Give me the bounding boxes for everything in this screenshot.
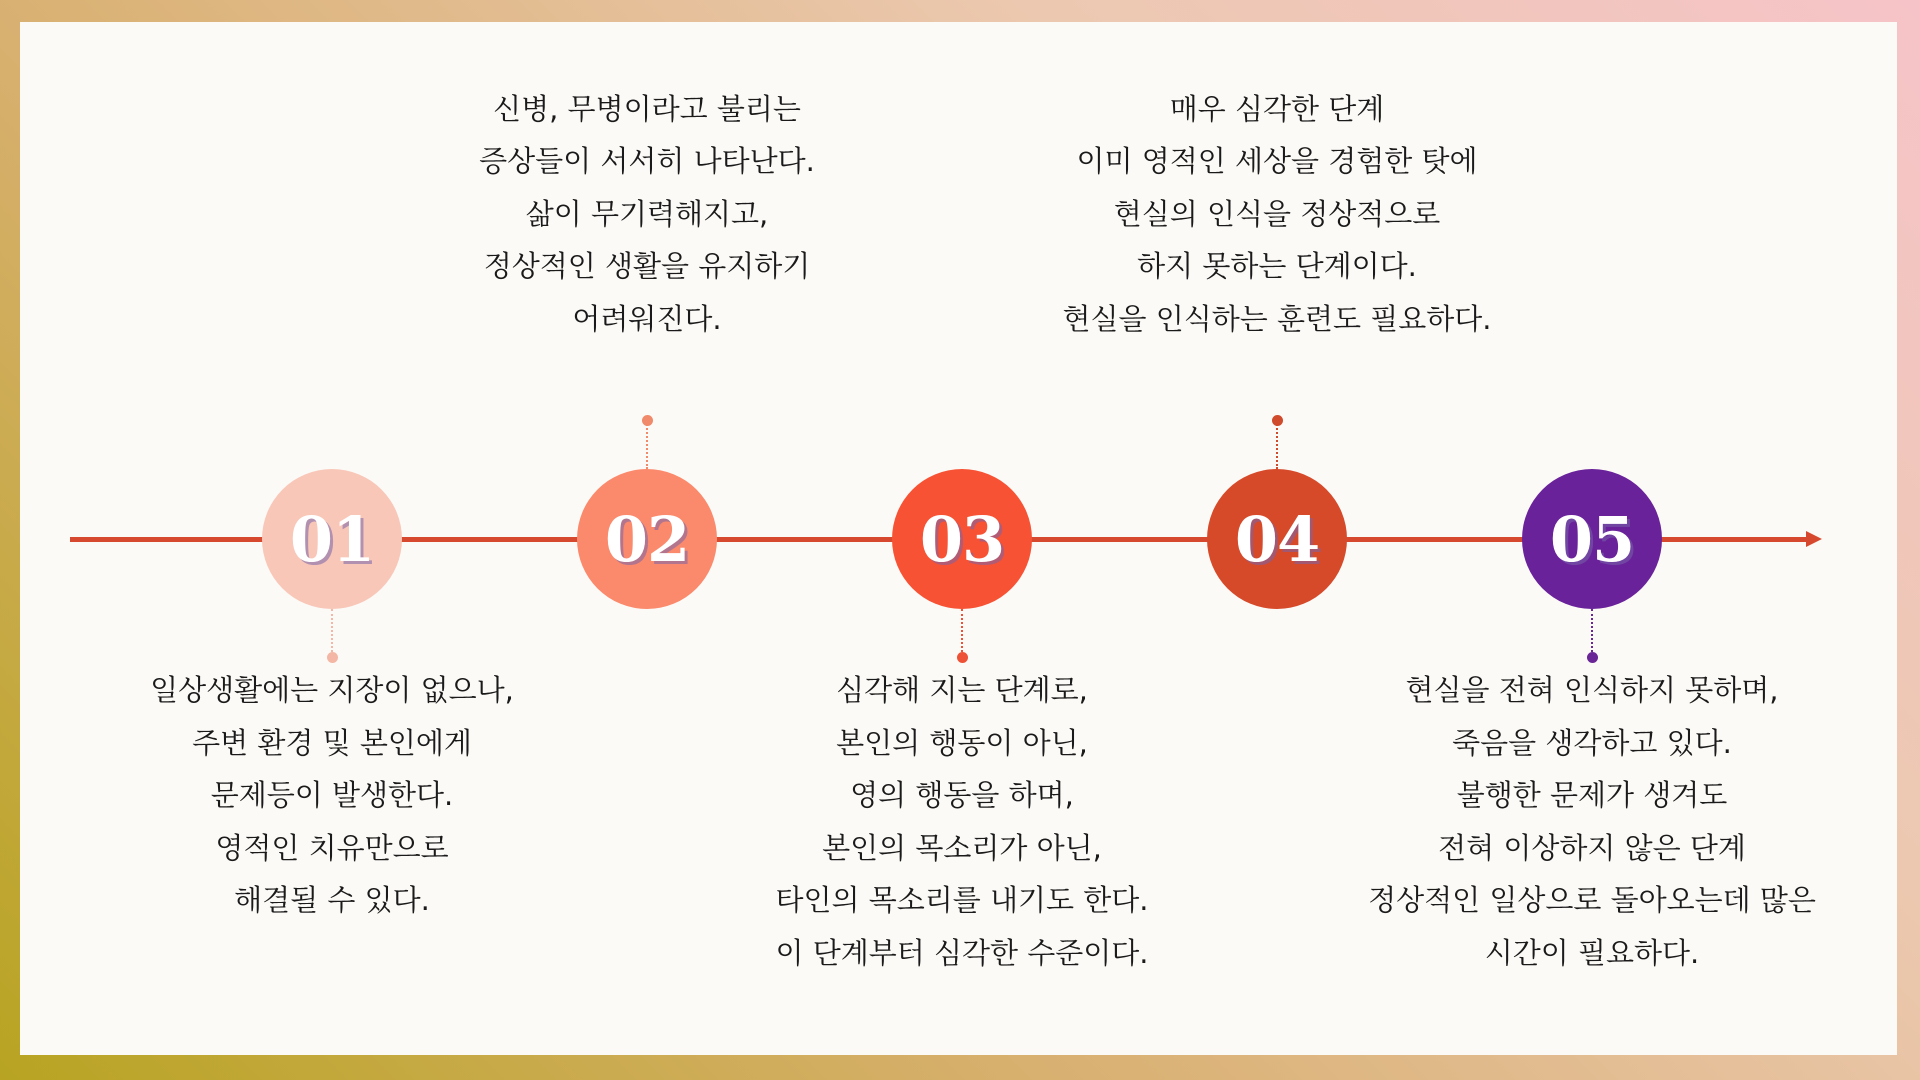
- step-01-line: 문제등이 발생한다.: [210, 778, 454, 812]
- step-03-circle: [892, 469, 1032, 609]
- step-02-line: 신병, 무병이라고 불리는: [493, 91, 801, 126]
- step-04-circle: [1207, 469, 1347, 609]
- step-01-line: 주변 환경 및 본인에게: [192, 725, 472, 760]
- step-01-line: 해결될 수 있다.: [234, 883, 430, 917]
- step-04-connector: [1276, 421, 1278, 469]
- timeline-arrow-icon: [1806, 531, 1822, 547]
- step-04-line: 하지 못하는 단계이다.: [1137, 249, 1417, 283]
- step-03-number: 03: [919, 502, 1005, 576]
- step-05-number: 05: [1549, 502, 1635, 576]
- step-04-line: 매우 심각한 단계: [1169, 91, 1385, 126]
- step-02-number: 02: [604, 502, 690, 576]
- step-01-dot: [327, 652, 338, 663]
- step-01-description: [72, 664, 592, 927]
- step-04-dot: [1272, 415, 1283, 426]
- step-05-line: 시간이 필요하다.: [1484, 935, 1700, 970]
- step-05-dot: [1587, 652, 1598, 663]
- step-05-line: 죽음을 생각하고 있다.: [1452, 725, 1732, 760]
- step-03-line: 본인의 행동이 아닌,: [836, 725, 1088, 760]
- step-03-description: [702, 664, 1222, 979]
- step-02-line: 정상적인 생활을 유지하기: [483, 249, 811, 283]
- step-03-line: 영의 행동을 하며,: [850, 778, 1074, 812]
- step-03-line: 이 단계부터 심각한 수준이다.: [775, 935, 1149, 970]
- step-01-connector: [331, 609, 333, 656]
- step-02-line: 삶이 무기력해지고,: [525, 196, 769, 231]
- step-04-line: 현실을 인식하는 훈련도 필요하다.: [1062, 301, 1492, 336]
- step-02-line: 어려워진다.: [572, 301, 722, 336]
- step-05-line: 현실을 전혀 인식하지 못하며,: [1405, 673, 1779, 707]
- step-05-description: [1332, 664, 1852, 979]
- step-04-line: 이미 영적인 세상을 경험한 탓에: [1076, 144, 1478, 178]
- step-01-line: 영적인 치유만으로: [215, 830, 449, 865]
- step-03-line: 심각해 지는 단계로,: [836, 673, 1088, 707]
- step-04-line: 현실의 인식을 정상적으로: [1113, 196, 1441, 231]
- step-03-dot: [957, 652, 968, 663]
- step-02-description: [387, 83, 907, 346]
- step-02-line: 증상들이 서서히 나타난다.: [479, 144, 815, 178]
- step-04-description: [1017, 83, 1537, 346]
- step-01-circle: [262, 469, 402, 609]
- step-05-line: 정상적인 일상으로 돌아오는데 많은: [1368, 883, 1816, 917]
- step-01-line: 일상생활에는 지장이 없으나,: [150, 673, 514, 707]
- step-05-circle: [1522, 469, 1662, 609]
- step-05-line: 불행한 문제가 생겨도: [1456, 778, 1728, 812]
- step-03-line: 타인의 목소리를 내기도 한다.: [775, 883, 1149, 917]
- step-01-number: 01: [289, 502, 375, 576]
- step-02-circle: [577, 469, 717, 609]
- step-03-connector: [961, 609, 963, 656]
- step-05-connector: [1591, 609, 1593, 656]
- step-02-connector: [646, 421, 648, 469]
- step-05-line: 전혀 이상하지 않은 단계: [1438, 830, 1746, 865]
- step-03-line: 본인의 목소리가 아닌,: [822, 830, 1102, 865]
- step-04-number: 04: [1234, 502, 1320, 576]
- step-02-dot: [642, 415, 653, 426]
